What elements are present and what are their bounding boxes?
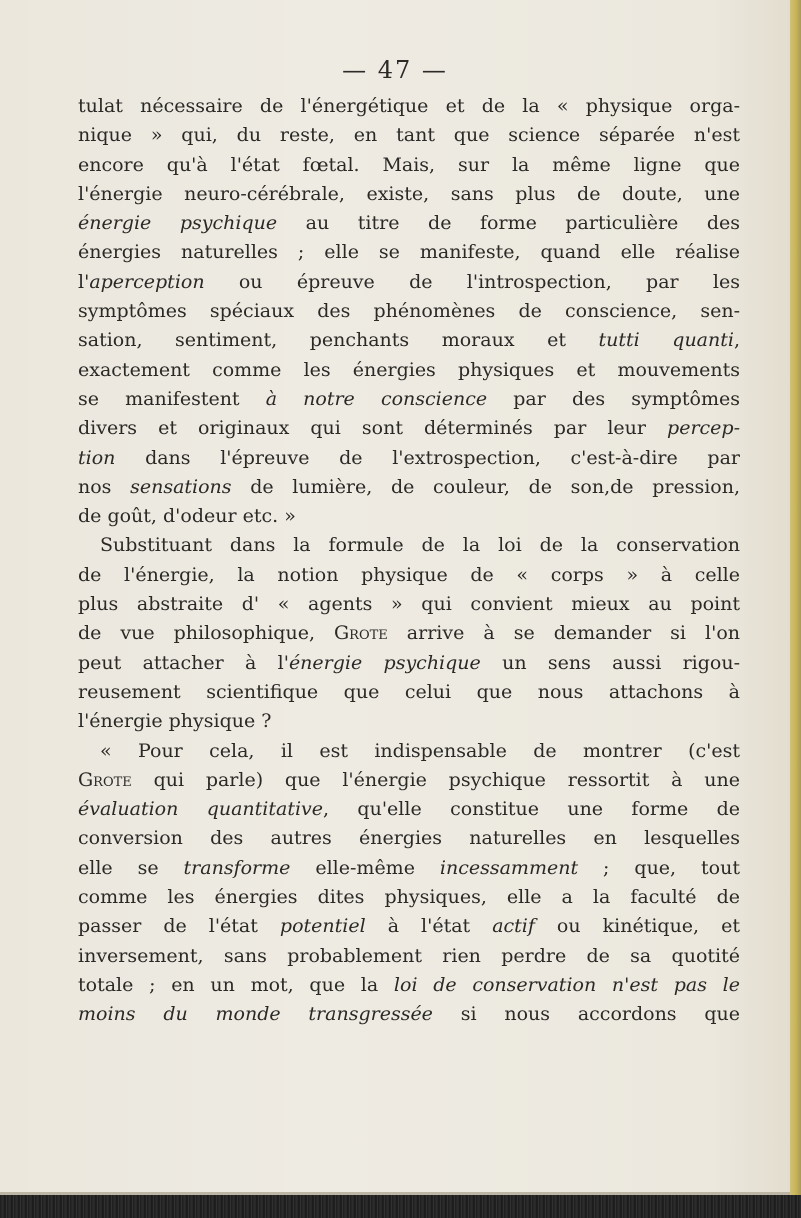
italic-text: énergie psychique: [288, 651, 481, 674]
text-run: conversion des autres énergies naturelles en lesquelles: [78, 827, 740, 850]
text-line: [78, 590, 740, 619]
text-run: ou épreuve de l'introspection, par les: [204, 270, 740, 293]
text-line: [78, 531, 740, 560]
text-run: à l'état: [365, 915, 493, 938]
text-run: dans l'épreuve de l'extrospection, c'est-à-dire par: [115, 446, 740, 469]
text-run: sation, sentiment, penchants moraux et: [78, 329, 599, 352]
text-line: [78, 561, 740, 590]
text-run: reusement scientifique que celui que nous attachons à: [78, 680, 740, 703]
italic-text: incessamment: [439, 856, 579, 879]
text-run: si nous accordons que: [432, 1003, 740, 1026]
text-run: un sens aussi rigou-: [480, 651, 740, 674]
text-run: nique » qui, du reste, en tant que science séparée n'est: [78, 124, 740, 147]
italic-text: potentiel: [279, 915, 366, 938]
text-run: de vue philosophique,: [78, 622, 334, 645]
text-line: [78, 92, 740, 121]
text-line: [78, 326, 740, 355]
italic-text: moins du monde transgressée: [78, 1003, 433, 1026]
text-run: peut attacher à l': [78, 651, 289, 674]
small-caps-text: Grote: [78, 768, 132, 791]
text-run: symptômes spéciaux des phénomènes de conscience, sen-: [78, 300, 740, 323]
text-line: [78, 971, 740, 1000]
text-run: se manifestent: [78, 387, 266, 410]
text-run: divers et originaux qui sont déterminés par leur: [78, 417, 668, 440]
text-run: Substituant dans la formule de la loi de la conservation: [100, 534, 740, 557]
text-line: [78, 824, 740, 853]
italic-text: actif: [492, 915, 535, 938]
text-run: « Pour cela, il est indispensable de montrer (c'est: [100, 739, 740, 762]
text-line: [78, 883, 740, 912]
italic-text: évaluation quantitative: [78, 798, 324, 821]
text-run: passer de l'état: [78, 915, 280, 938]
text-run: au titre de forme particulière des: [277, 212, 740, 235]
text-line: [78, 854, 740, 883]
italic-text: à notre conscience: [265, 387, 488, 410]
italic-text: transforme: [183, 856, 291, 879]
italic-text: percep-: [667, 417, 740, 440]
text-line: [78, 209, 740, 238]
text-run: inversement, sans probablement rien perdre de sa quotité: [78, 944, 740, 967]
text-line: [78, 502, 740, 531]
italic-text: énergie psychique: [78, 212, 278, 235]
text-run: arrive à se demander si l'on: [387, 622, 740, 645]
text-line: [78, 619, 740, 648]
text-run: encore qu'à l'état fœtal. Mais, sur la même ligne que: [78, 153, 740, 176]
text-line: [78, 180, 740, 209]
text-line: [78, 268, 740, 297]
page-edge-right: [790, 0, 801, 1218]
text-line: [78, 385, 740, 414]
text-run: l'énergie neuro-cérébrale, existe, sans plus de doute, une: [78, 182, 740, 205]
text-line: [78, 707, 740, 736]
text-run: de lumière, de couleur, de son,de pression,: [231, 475, 740, 498]
text-run: elle-même: [290, 856, 440, 879]
text-line: [78, 678, 740, 707]
text-line: [78, 942, 740, 971]
text-run: exactement comme les énergies physiques et mouvements: [78, 358, 740, 381]
text-line: [78, 297, 740, 326]
italic-text: tutti quanti: [598, 329, 734, 352]
text-line: [78, 414, 740, 443]
text-run: par des symptômes: [487, 387, 740, 410]
text-run: nos: [78, 475, 131, 498]
small-caps-text: Grote: [334, 622, 388, 645]
text-run: qui parle) que l'énergie psychique ressortit à une: [131, 768, 740, 791]
page-number: — 47 —: [342, 56, 448, 84]
text-line: [78, 1000, 740, 1029]
text-run: totale ; en un mot, que la: [78, 973, 394, 996]
text-run: tulat nécessaire de l'énergétique et de la « physique orga-: [78, 95, 740, 117]
text-line: [78, 912, 740, 941]
text-line: [78, 766, 740, 795]
italic-text: tion: [78, 446, 116, 469]
text-run: l': [78, 270, 90, 293]
text-run: , qu'elle constitue une forme de: [323, 798, 740, 821]
text-line: [78, 649, 740, 678]
text-run: énergies naturelles ; elle se manifeste, quand elle réalise: [78, 241, 740, 264]
text-line: [78, 356, 740, 385]
text-run: l'énergie physique ?: [78, 710, 272, 733]
text-line: [78, 444, 740, 473]
page-edge-bottom: [0, 1195, 801, 1218]
text-line: [78, 737, 740, 766]
text-run: ,: [733, 329, 740, 352]
text-line: [78, 473, 740, 502]
text-run: ou kinétique, et: [534, 915, 740, 938]
italic-text: aperception: [89, 270, 205, 293]
body-text: [78, 92, 740, 1030]
text-run: comme les énergies dites physiques, elle a la faculté de: [78, 886, 740, 909]
text-line: [78, 238, 740, 267]
italic-text: loi de conservation n'est pas le: [393, 973, 740, 996]
text-line: [78, 151, 740, 180]
italic-text: sensations: [130, 475, 232, 498]
text-line: [78, 795, 740, 824]
text-run: elle se: [78, 856, 184, 879]
text-run: ; que, tout: [578, 856, 740, 879]
text-line: [78, 121, 740, 150]
text-run: plus abstraite d' « agents » qui convient mieux au point: [78, 593, 740, 616]
text-run: de goût, d'odeur etc. »: [78, 505, 296, 528]
text-run: de l'énergie, la notion physique de « corps » à celle: [78, 563, 740, 586]
